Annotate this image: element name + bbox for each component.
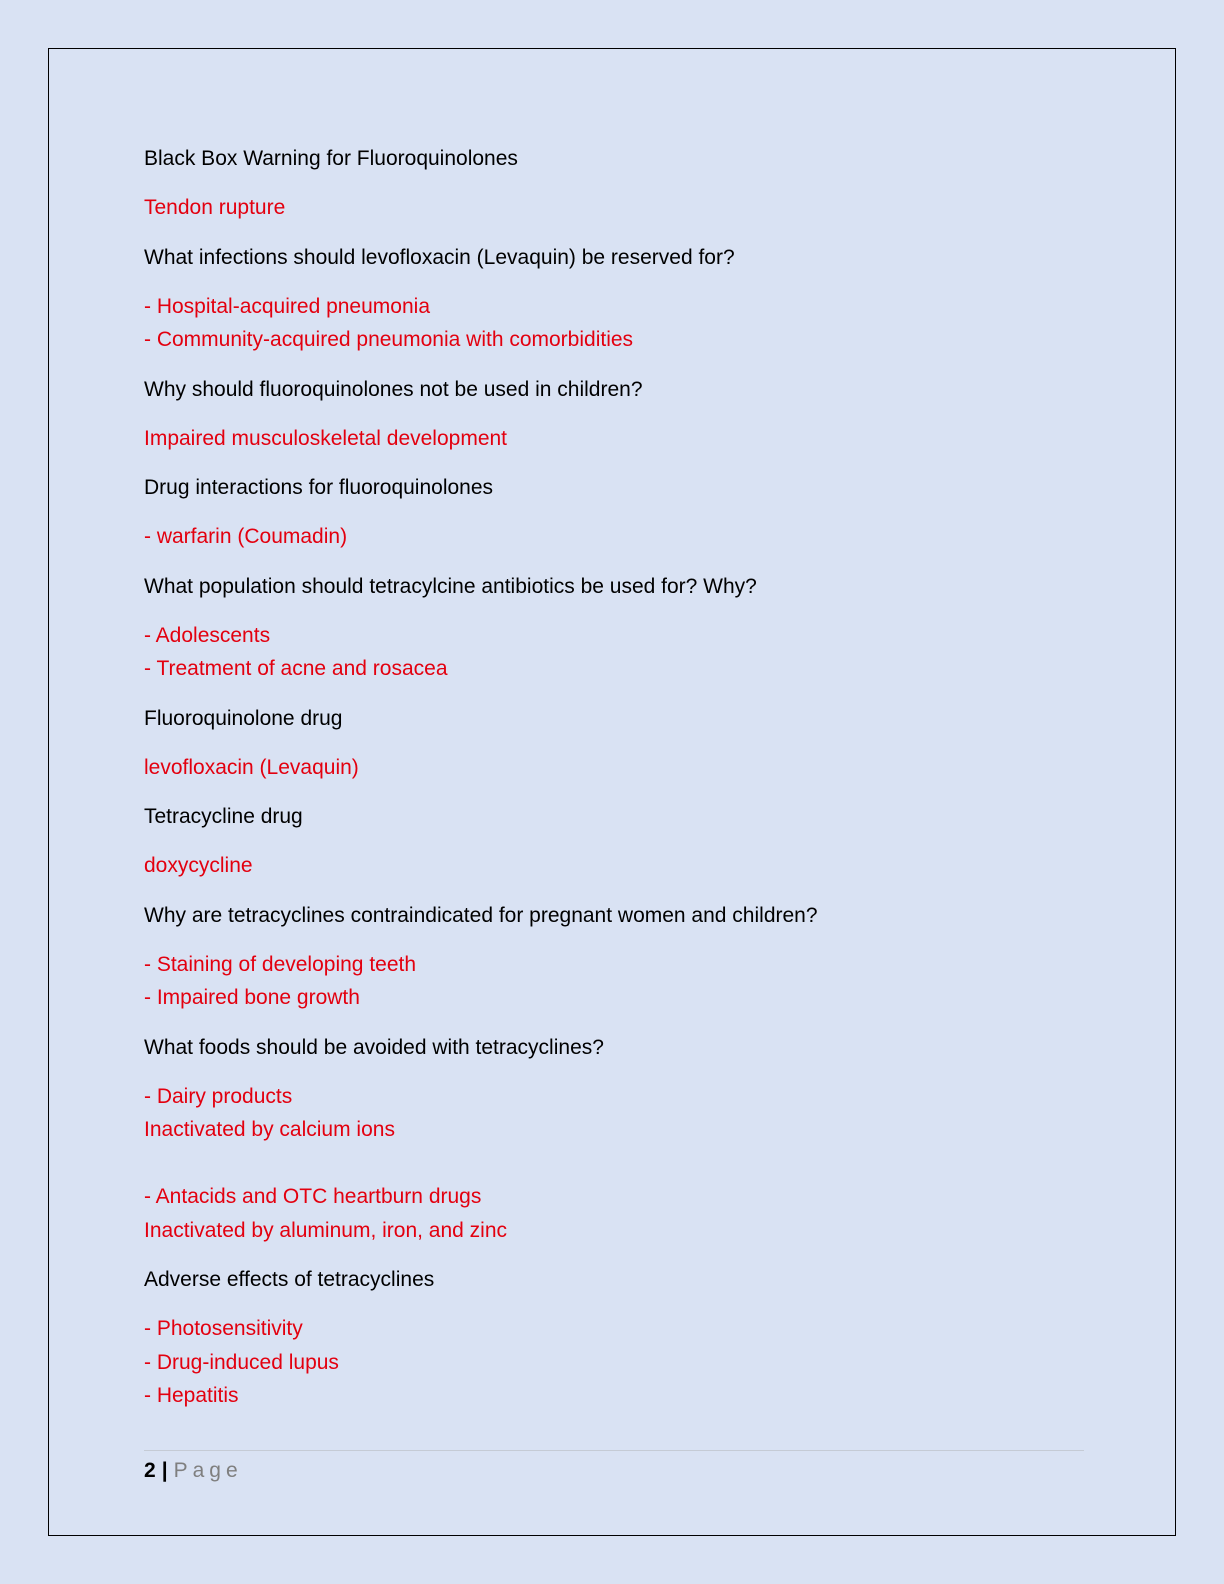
qa-item [144,570,1084,686]
answer-line: - Hepatitis [144,1384,239,1407]
answer-block [144,948,1084,1015]
footer-divider [144,1450,1084,1451]
answer-line: - Drug-induced lupus [144,1350,339,1374]
qa-item [144,142,1084,225]
qa-item [144,702,1084,785]
answer-line: Impaired musculoskeletal development [144,426,508,450]
answer-line: levofloxacin (Levaquin) [144,755,359,779]
answer-line: - Photosensitivity [144,1317,303,1340]
answer-line: - Antacids and OTC heartburn drugs [144,1185,482,1208]
question-text: Black Box Warning for Fluoroquinolones [144,147,518,170]
answer-block [144,849,1084,883]
answer-line: - Adolescents [144,623,271,647]
question-text: Why should fluoroquinolones not be used in children? [144,377,643,401]
question-text: Adverse effects of tetracyclines [144,1268,435,1291]
question-text: What foods should be avoided with tetracyclines? [144,1035,604,1059]
answer-line: Tendon rupture [144,196,286,219]
answer-line: - Impaired bone growth [144,986,360,1009]
qa-item [144,800,1084,883]
answer-line: - Hospital-acquired pneumonia [144,294,430,318]
answer-line: Inactivated by calcium ions [144,1118,395,1141]
answer-line: - Staining of developing teeth [144,952,417,976]
qa-item [144,899,1084,1015]
answer-block [144,751,1084,785]
qa-item [144,241,1084,357]
document-body [144,142,1084,1429]
answer-block [144,422,1084,456]
question-text: Fluoroquinolone drug [144,706,343,730]
answer-block [144,619,1084,686]
answer-spacer [144,1147,1084,1181]
qa-item [144,471,1084,554]
question-text: Drug interactions for fluoroquinolones [144,476,494,499]
answer-block [144,290,1084,357]
page-footer [144,1456,243,1486]
answer-block [144,1080,1084,1248]
answer-line: doxycycline [144,854,253,877]
question-text: What population should tetracylcine antibiotics be used for? Why? [144,574,757,598]
answer-line: - Treatment of acne and rosacea [144,657,448,680]
answer-block [144,191,1084,225]
question-text: What infections should levofloxacin (Levaquin) be reserved for? [144,245,735,269]
answer-line: - warfarin (Coumadin) [144,525,348,548]
answer-block [144,520,1084,554]
qa-item [144,373,1084,456]
question-text: Why are tetracyclines contraindicated for pregnant women and children? [144,903,818,927]
page-label: Page [173,1459,243,1482]
answer-line: Inactivated by aluminum, iron, and zinc [144,1218,508,1242]
answer-line: - Dairy products [144,1084,293,1108]
qa-item [144,1031,1084,1248]
page-number: 2 [144,1459,156,1482]
question-text: Tetracycline drug [144,805,303,828]
answer-line: - Community-acquired pneumonia with comorbidities [144,328,634,351]
answer-block [144,1312,1084,1413]
qa-item [144,1263,1084,1413]
footer-separator: | [161,1459,168,1482]
